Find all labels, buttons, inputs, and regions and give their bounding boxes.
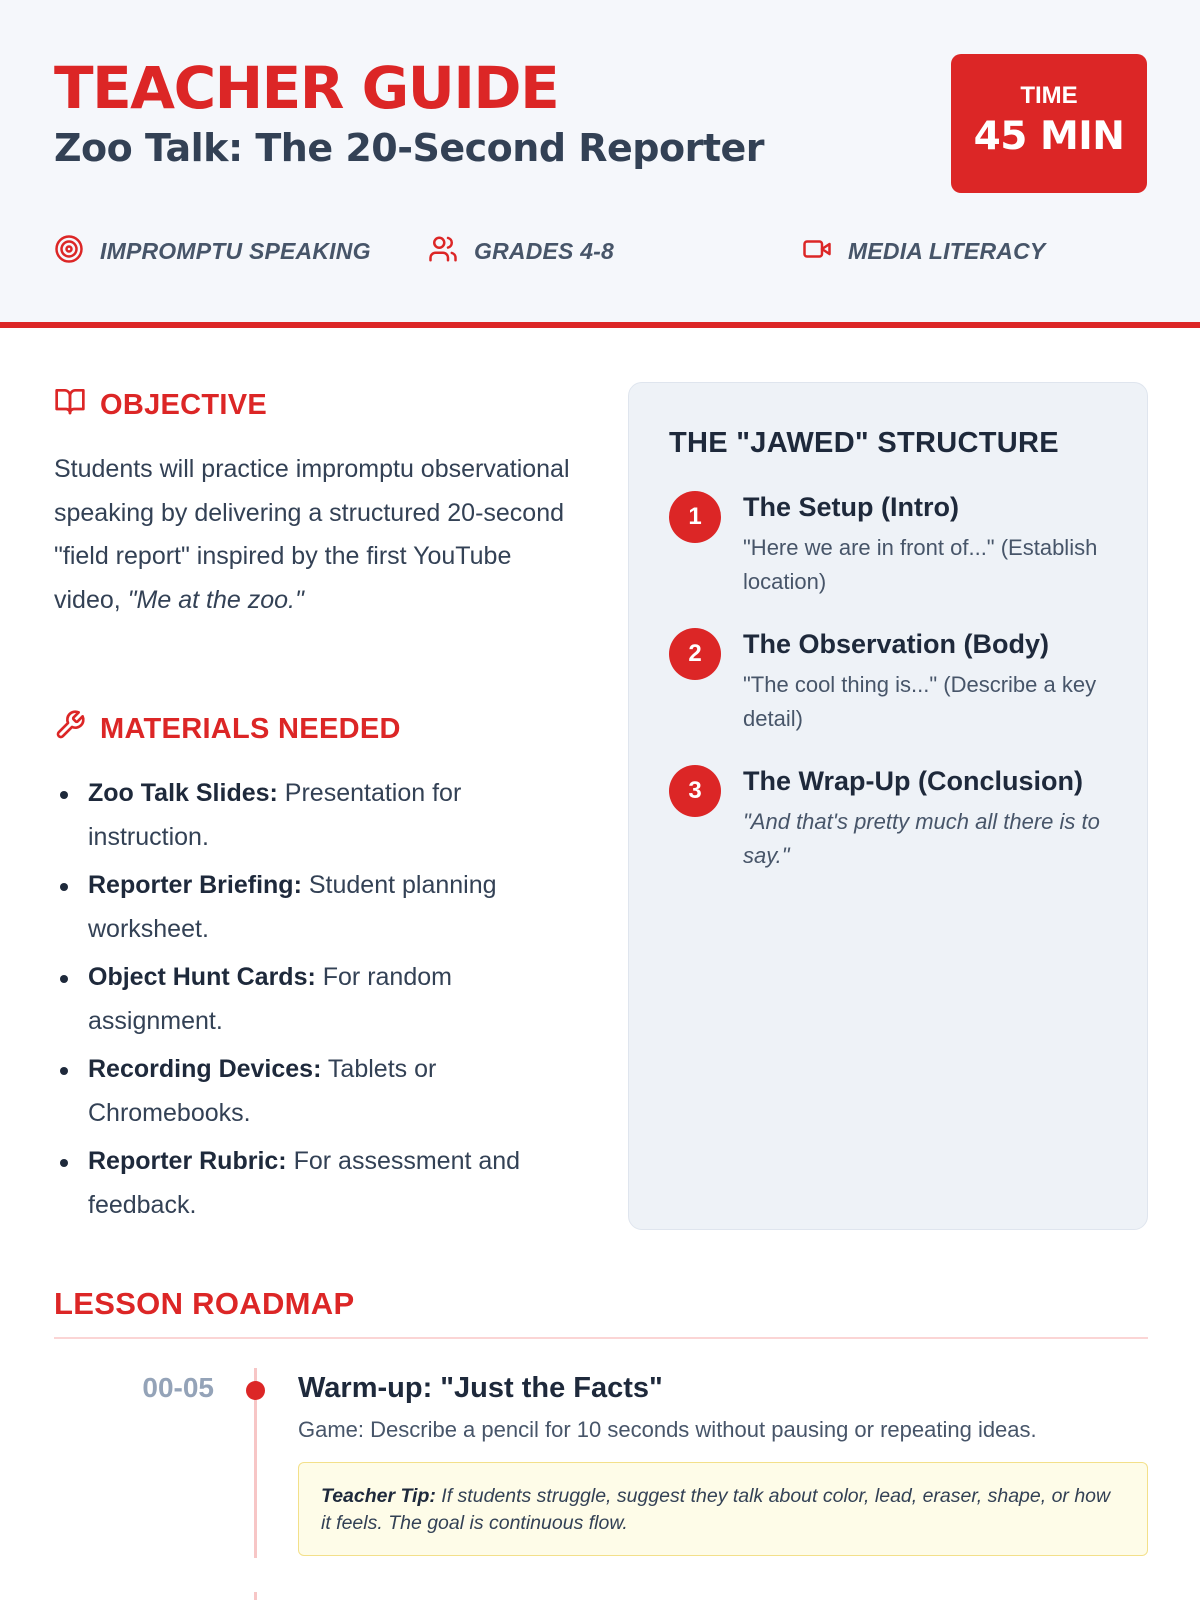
objective-heading-text: OBJECTIVE bbox=[100, 388, 268, 421]
tag-label: IMPROMPTU SPEAKING bbox=[100, 237, 371, 264]
objective-body: Students will practice impromptu observational speaking by delivering a structured 20-second "field report" inspired by the first YouTube video, bbox=[54, 455, 570, 614]
objective-heading bbox=[54, 385, 267, 425]
tag-impromptu-speaking bbox=[54, 234, 371, 268]
tip-text: If students struggle, suggest they talk about color, lead, eraser, shape, or how it feels. The goal is continuous flow. bbox=[321, 1485, 1111, 1534]
wrench-icon bbox=[54, 709, 100, 749]
materials-heading bbox=[54, 709, 401, 749]
tag-label: GRADES 4-8 bbox=[474, 237, 615, 264]
structure-card bbox=[628, 382, 1148, 1230]
materials-list bbox=[54, 772, 584, 1232]
time-badge bbox=[951, 54, 1147, 193]
video-icon bbox=[802, 234, 832, 269]
step-title: The Wrap-Up (Conclusion) bbox=[743, 766, 1083, 796]
time-value: 45 MIN bbox=[973, 114, 1125, 159]
step-title: The Setup (Intro) bbox=[743, 492, 959, 522]
tag-grades bbox=[428, 234, 614, 268]
list-item: Reporter Briefing: Student planning worksheet. bbox=[54, 864, 584, 951]
step-desc: "Here we are in front of..." (Establish location) bbox=[743, 535, 1098, 594]
timeline-line bbox=[254, 1592, 257, 1600]
objective-text bbox=[54, 448, 574, 622]
roadmap-time: 00-05 bbox=[142, 1372, 214, 1403]
step-desc: "And that's pretty much all there is to say." bbox=[743, 809, 1100, 868]
teacher-tip bbox=[298, 1462, 1148, 1556]
time-label: TIME bbox=[1020, 82, 1078, 109]
roadmap-divider bbox=[54, 1337, 1148, 1339]
roadmap-item-title: Warm-up: "Just the Facts" bbox=[298, 1372, 663, 1404]
materials-heading-text: MATERIALS NEEDED bbox=[100, 712, 401, 745]
users-icon bbox=[428, 234, 458, 269]
page-title: TEACHER GUIDE bbox=[54, 54, 559, 122]
roadmap-item-desc: Game: Describe a pencil for 10 seconds without pausing or repeating ideas. bbox=[298, 1417, 1037, 1442]
page-subtitle: Zoo Talk: The 20-Second Reporter bbox=[54, 126, 765, 170]
step-number-badge: 1 bbox=[669, 491, 721, 543]
header bbox=[0, 0, 1200, 328]
structure-title: THE "JAWED" STRUCTURE bbox=[669, 427, 1059, 459]
list-item: Reporter Rubric: For assessment and feedback. bbox=[54, 1140, 584, 1227]
tag-media-literacy bbox=[802, 234, 1045, 268]
step-desc: "The cool thing is..." (Describe a key detail) bbox=[743, 672, 1097, 731]
step-number-badge: 2 bbox=[669, 628, 721, 680]
list-item: Zoo Talk Slides: Presentation for instruction. bbox=[54, 772, 584, 859]
tag-label: MEDIA LITERACY bbox=[848, 237, 1046, 264]
book-icon bbox=[54, 385, 100, 425]
target-icon bbox=[54, 234, 84, 269]
step-title: The Observation (Body) bbox=[743, 629, 1050, 659]
step-number-badge: 3 bbox=[669, 765, 721, 817]
tip-label: Teacher Tip: bbox=[321, 1485, 436, 1507]
objective-quote: "Me at the zoo." bbox=[127, 585, 304, 614]
list-item: Object Hunt Cards: For random assignment. bbox=[54, 956, 584, 1043]
list-item: Recording Devices: Tablets or Chromebooks. bbox=[54, 1048, 584, 1135]
timeline-dot bbox=[246, 1381, 265, 1400]
roadmap-heading: LESSON ROADMAP bbox=[54, 1286, 355, 1321]
